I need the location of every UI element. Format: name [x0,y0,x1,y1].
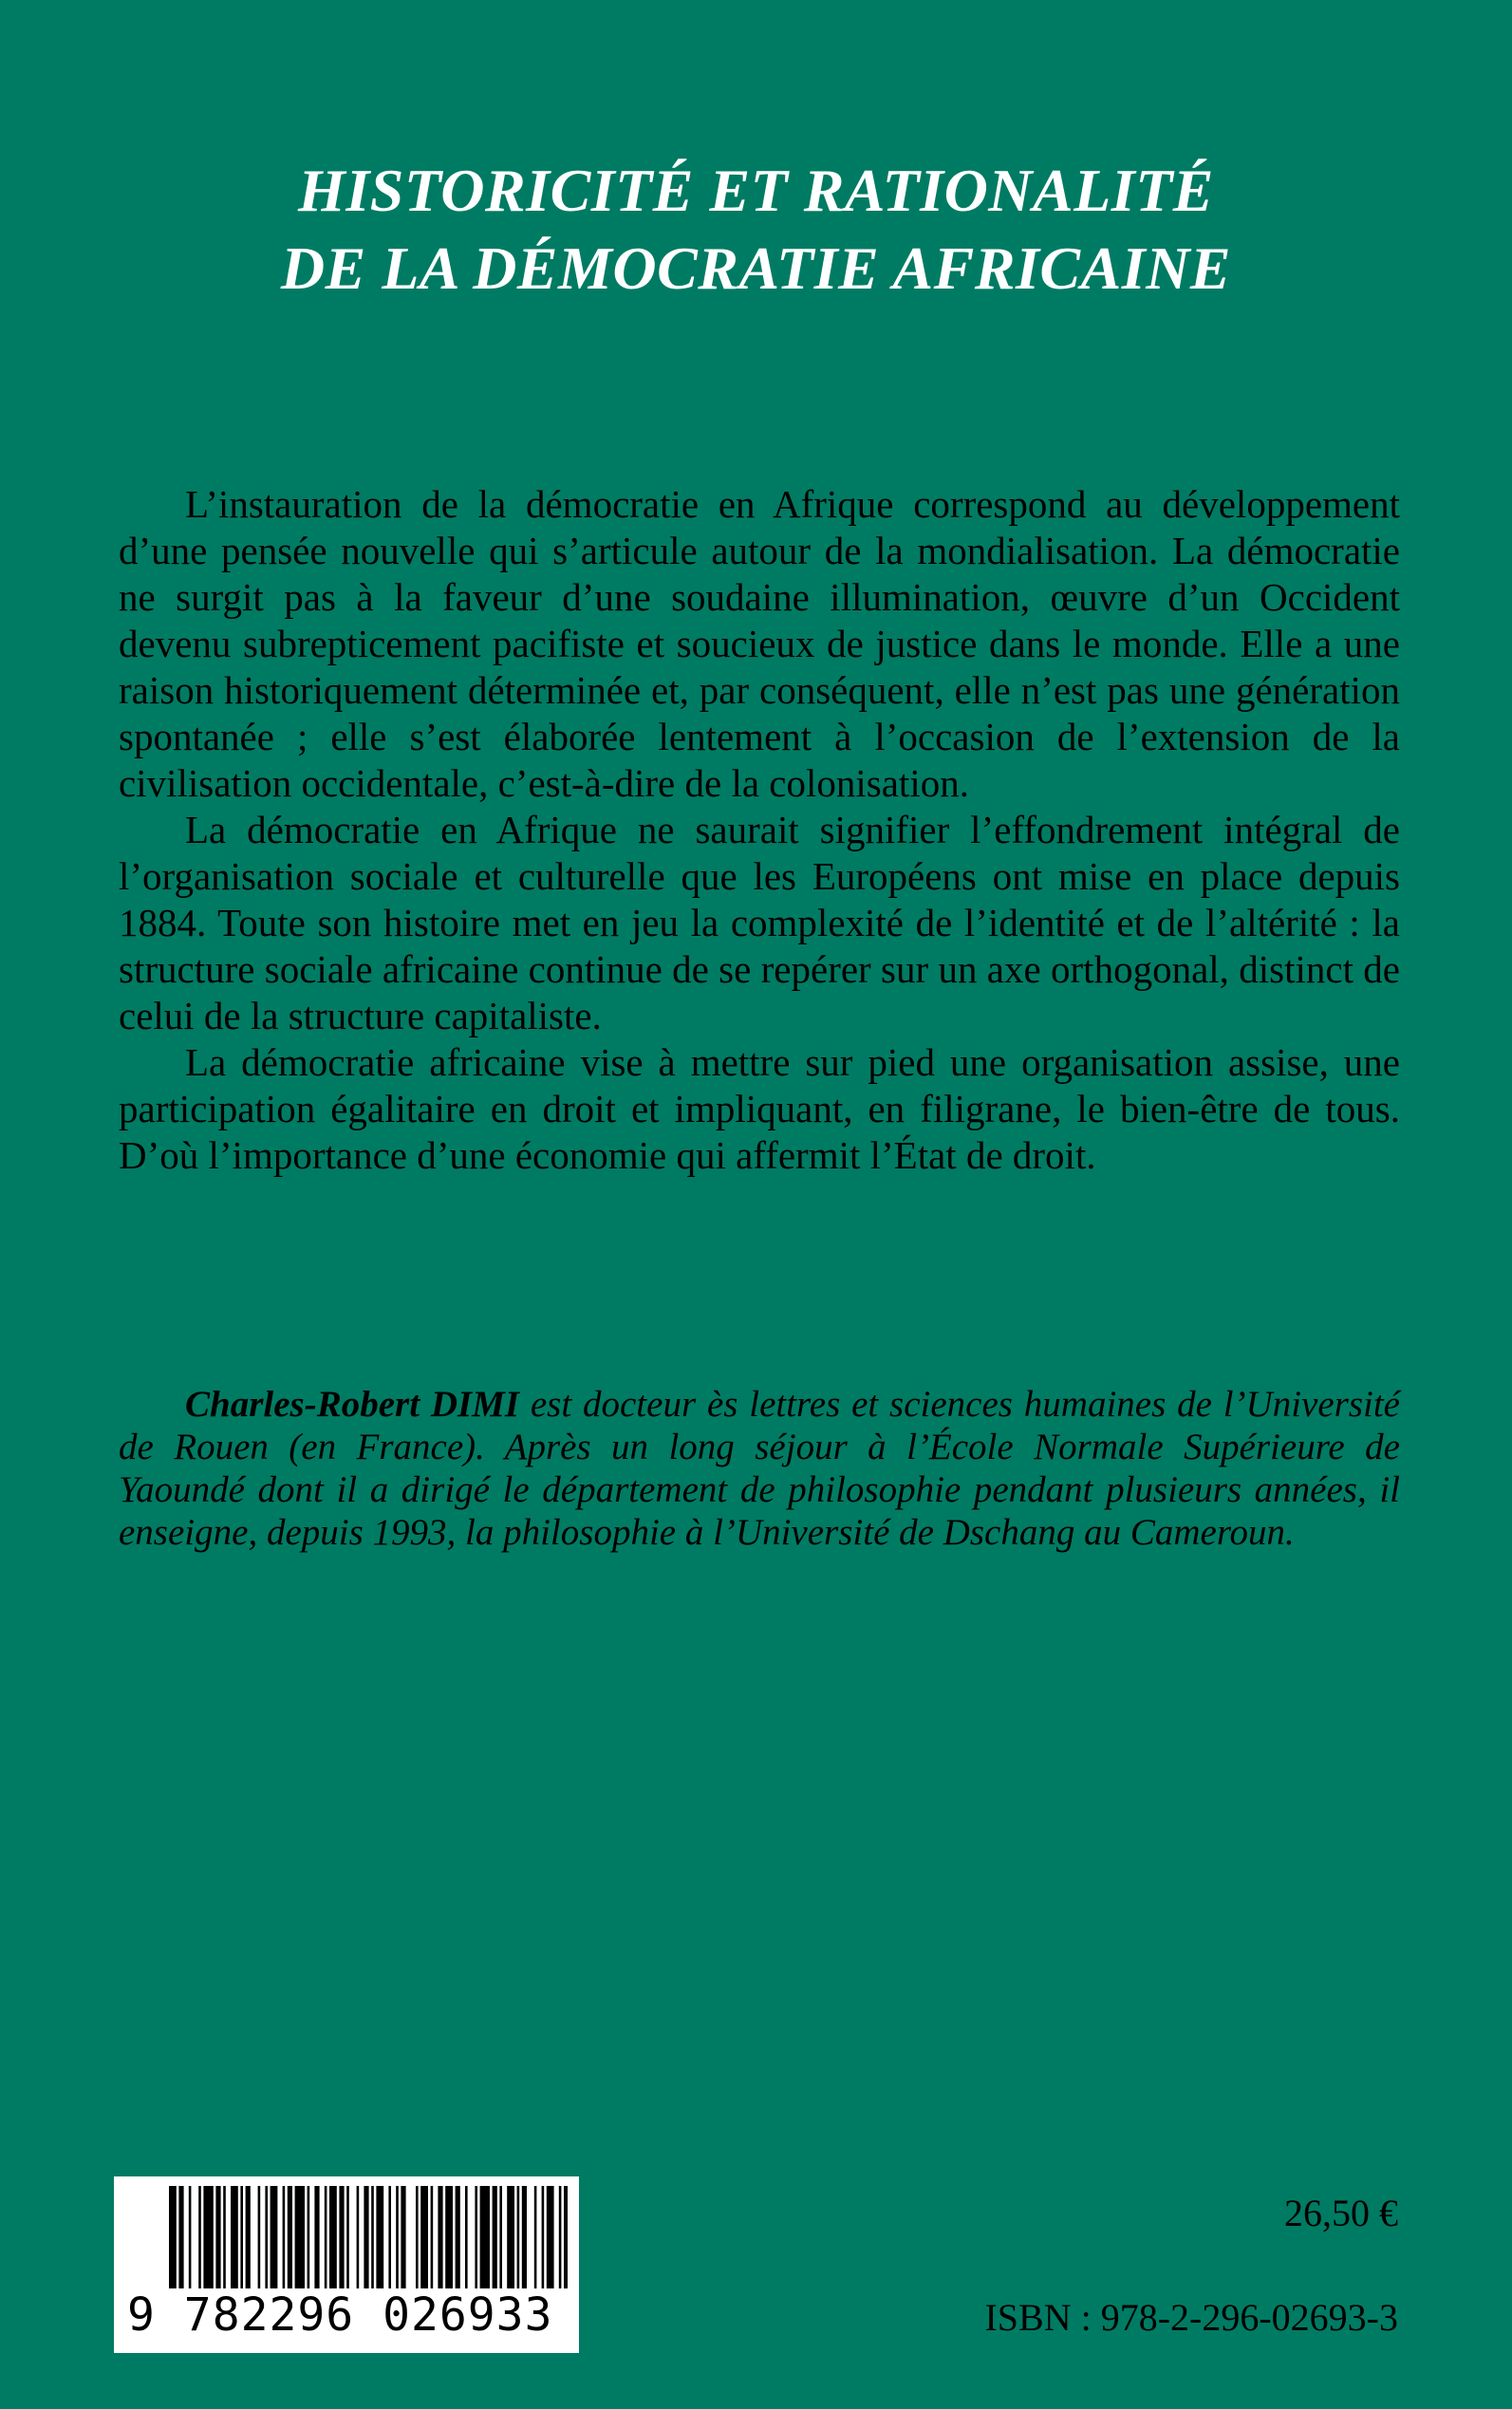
barcode-bar [507,2186,514,2300]
barcode-bar [240,2186,243,2300]
barcode-bar [534,2186,537,2300]
barcode-bar [420,2186,428,2300]
blurb-paragraph-1: L’instauration de la démocratie en Afrique correspond au développement d’une pensée nouvelle qui s’articule autour de la mondialisation. La démocratie ne surgit pas à la faveur d’une soudaine illumination, œuvre d’un Occident devenu subrepticement pacifiste et soucieux de justice dans le monde. Elle a une raison historiquement déterminée et, par conséquent, elle n’est pas une génération spontanée ; elle s’est élaborée lentement à l’occasion de l’extension de la civilisation occidentale, c’est-à-dire de la colonisation. [119,482,1400,805]
barcode-bar [564,2186,568,2300]
barcode-bar [522,2186,527,2300]
barcode-bar [339,2186,344,2300]
barcode-bar [438,2186,442,2300]
barcode-bar [371,2186,374,2300]
barcode-bar [231,2186,238,2300]
isbn: ISBN : 978-2-296-02693-3 [984,2296,1398,2339]
barcode-bar [401,2186,405,2300]
barcode-bar [493,2186,497,2300]
barcode-bar [431,2186,434,2300]
blurb [119,481,1400,1179]
blurb-paragraph-3: La démocratie africaine vise à mettre sur pied une organisation assise, une participation égalitaire en droit et impliquant, en filigrane, le bien-être de tous. D’où l’importance d’une économie qui affermit l’État de droit. [119,1040,1400,1177]
barcode-bar [189,2186,192,2300]
barcode-bar [288,2186,292,2300]
barcode-bar [198,2186,201,2300]
barcode-bar [547,2186,554,2300]
price: 26,50 € [1284,2192,1398,2234]
barcode-bar [475,2186,477,2300]
barcode-bar [265,2186,268,2300]
barcode-bar [314,2186,319,2300]
barcode-bar [445,2186,453,2300]
barcode-bar [416,2186,419,2300]
book-title-line-2: DE LA DÉMOCRATIE AFRICAINE [280,234,1232,302]
barcode-bar [215,2186,220,2300]
barcode-bar [203,2186,213,2300]
barcode-bar [465,2186,468,2300]
blurb-paragraph-2: La démocratie en Afrique ne saurait signifier l’effondrement intégral de l’organisation sociale et culturelle que les Européens ont mise en place depuis 1884. Toute son histoire met en jeu la complexité de l’identité et de l’altérité : la structure sociale africaine continue de se repérer sur un axe orthogonal, distinct de celui de la structure capitaliste. [119,808,1400,1037]
book-title [0,152,1512,308]
barcode-bar [346,2186,349,2300]
barcode-digits: 9 782296 026933 [127,2288,573,2342]
barcode-bar [559,2186,562,2300]
barcode-bar [246,2186,251,2300]
barcode-bar [396,2186,399,2300]
barcode-bar [329,2186,337,2300]
barcode-bar [499,2186,502,2300]
barcode-bar [542,2186,545,2300]
barcode-bar [517,2186,520,2300]
barcode-bar [283,2186,286,2300]
author-name: Charles-Robert DIMI [185,1384,520,1425]
barcode-bar [325,2186,327,2300]
author-bio-text: est docteur ès lettres et sciences humaines de l’Université de Rouen (en France). Après un long séjour à l’École Normale Supérieure de Yaoundé dont il a dirigé le département de philosophie pendant plusieurs années, il enseigne, depuis 1993, la philosophie à l’Université de Dschang au Cameroun. [119,1384,1400,1553]
barcode-bar [388,2186,391,2300]
barcode-bar [364,2186,368,2300]
barcode-bar [178,2186,183,2300]
barcode-bar [357,2186,360,2300]
barcode [114,2176,579,2353]
barcode-bar [169,2186,177,2300]
book-title-line-1: HISTORICITÉ ET RATIONALITÉ [298,157,1214,224]
author-bio [119,1383,1400,1554]
barcode-bar [295,2186,305,2300]
barcode-bar [271,2186,278,2300]
barcode-bar [376,2186,383,2300]
barcode-bar [258,2186,261,2300]
barcode-bar [223,2186,226,2300]
barcode-bar [480,2186,490,2300]
barcode-bar [456,2186,460,2300]
barcode-bar [308,2186,310,2300]
